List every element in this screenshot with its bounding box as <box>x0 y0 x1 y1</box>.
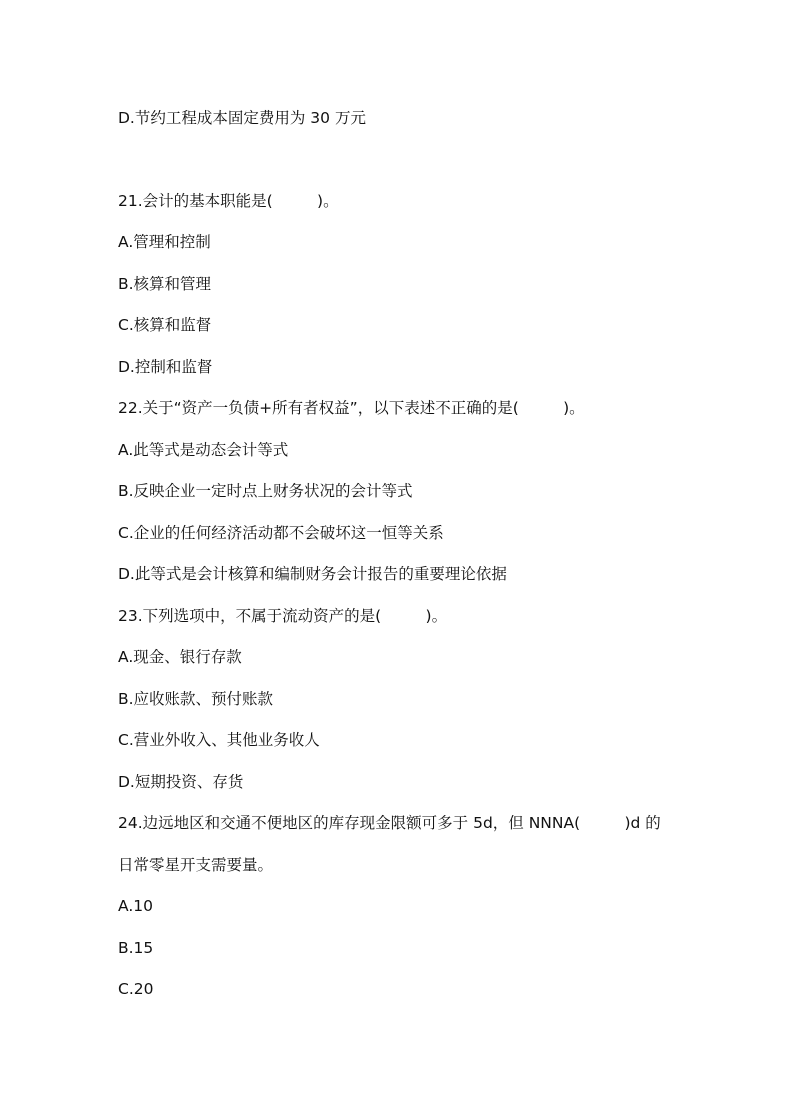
option-line: D.节约工程成本固定费用为 30 万元 <box>118 109 366 127</box>
option-line: A.现金、银行存款 <box>118 648 242 666</box>
question-23: 23.下列选项中，不属于流动资产的是( )。 <box>118 607 448 625</box>
option-line: A.此等式是动态会计等式 <box>118 441 289 459</box>
question-22: 22.关于“资产一负债+所有者权益”，以下表述不正确的是( )。 <box>118 399 585 417</box>
option-line: B.应收账款、预付账款 <box>118 690 274 708</box>
question-24: 24.边远地区和交通不便地区的库存现金限额可多于 5d，但 NNNA( )d 的 <box>118 814 661 832</box>
option-line: D.此等式是会计核算和编制财务会计报告的重要理论依据 <box>118 565 507 583</box>
option-line: B.核算和管理 <box>118 275 212 293</box>
option-line: D.控制和监督 <box>118 358 213 376</box>
question-21: 21.会计的基本职能是( )。 <box>118 192 339 210</box>
option-line: C.企业的任何经济活动都不会破坏这一恒等关系 <box>118 524 444 542</box>
option-line: A.10 <box>118 897 153 915</box>
option-line: C.核算和监督 <box>118 316 212 334</box>
option-line: B.15 <box>118 939 154 957</box>
option-line: C.营业外收入、其他业务收人 <box>118 731 320 749</box>
option-line: A.管理和控制 <box>118 233 211 251</box>
option-line: D.短期投资、存货 <box>118 773 244 791</box>
question-24-continued: 日常零星开支需要量。 <box>118 856 274 874</box>
option-line: C.20 <box>118 980 154 998</box>
option-line: B.反映企业一定时点上财务状况的会计等式 <box>118 482 413 500</box>
